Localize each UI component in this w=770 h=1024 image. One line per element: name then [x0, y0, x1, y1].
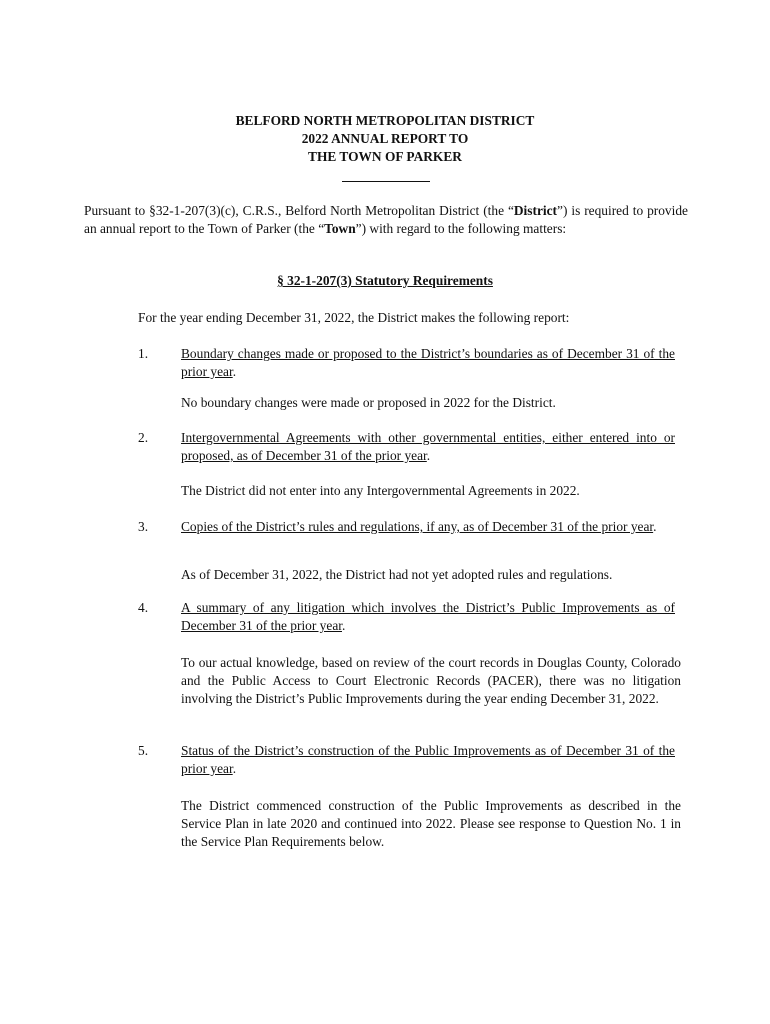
title-line-3: THE TOWN OF PARKER: [308, 149, 462, 164]
item-question: [181, 345, 675, 381]
title-line-1: BELFORD NORTH METROPOLITAN DISTRICT: [235, 113, 535, 128]
intro-text-2: ”) is required to provide an annual report to the Town of Parker (the “: [84, 203, 688, 236]
item-question-period: .: [342, 618, 346, 633]
item-question-period: .: [232, 761, 237, 776]
lead-sentence: For the year ending December 31, 2022, the District makes the following report:: [138, 310, 570, 325]
item-answer: The District did not enter into any Intergovernmental Agreements in 2022.: [181, 483, 580, 498]
item-question-text: A summary of any litigation which involves the District’s Public Improvements as of December 31 of the prior year: [181, 600, 675, 633]
item-question-period: .: [426, 448, 431, 463]
title-divider: [342, 181, 430, 182]
item-answer: As of December 31, 2022, the District had not yet adopted rules and regulations.: [181, 567, 613, 582]
intro-text-3: ”) with regard to the following matters:: [355, 221, 567, 236]
item-question-text: Copies of the District’s rules and regulations, if any, as of December 31 of the prior year: [181, 519, 654, 534]
item-question: [181, 518, 675, 536]
item-answer: The District commenced construction of the Public Improvements as described in the Service Plan in late 2020 and continued into 2022. Please see response to Question No. 1 in the Service Plan Requirements below.: [181, 798, 681, 849]
item-question-period: .: [653, 519, 657, 534]
intro-text-1: Pursuant to §32-1-207(3)(c), C.R.S., Belford North Metropolitan District (the “: [84, 203, 514, 218]
item-question: [181, 742, 675, 778]
item-question-text: Intergovernmental Agreements with other governmental entities, either entered into or proposed, as of December 31 of the prior year: [181, 430, 675, 463]
item-question-text: Boundary changes made or proposed to the District’s boundaries as of December 31 of the prior year: [181, 346, 675, 379]
item-number: 4.: [138, 600, 149, 615]
item-number: 3.: [138, 519, 149, 534]
title-line-2: 2022 ANNUAL REPORT TO: [301, 131, 469, 146]
item-question: [181, 599, 675, 635]
item-number: 5.: [138, 743, 149, 758]
item-number: 2.: [138, 430, 149, 445]
item-question-text: Status of the District’s construction of the Public Improvements as of December 31 of the prior year: [181, 743, 675, 776]
item-question: [181, 429, 675, 465]
intro-paragraph: [84, 202, 688, 238]
intro-town-term: Town: [324, 221, 356, 236]
item-answer: No boundary changes were made or proposed in 2022 for the District.: [181, 395, 556, 410]
item-question-period: .: [232, 364, 237, 379]
document-title: [0, 112, 770, 166]
section-heading: § 32-1-207(3) Statutory Requirements: [277, 273, 493, 288]
item-answer: To our actual knowledge, based on review of the court records in Douglas County, Colorado and the Public Access to Court Electronic Records (PACER), there was no litigation involving the District’s Public Improvements during the year ending December 31, 2022.: [181, 655, 681, 706]
intro-district-term: District: [513, 203, 558, 218]
item-number: 1.: [138, 346, 149, 361]
